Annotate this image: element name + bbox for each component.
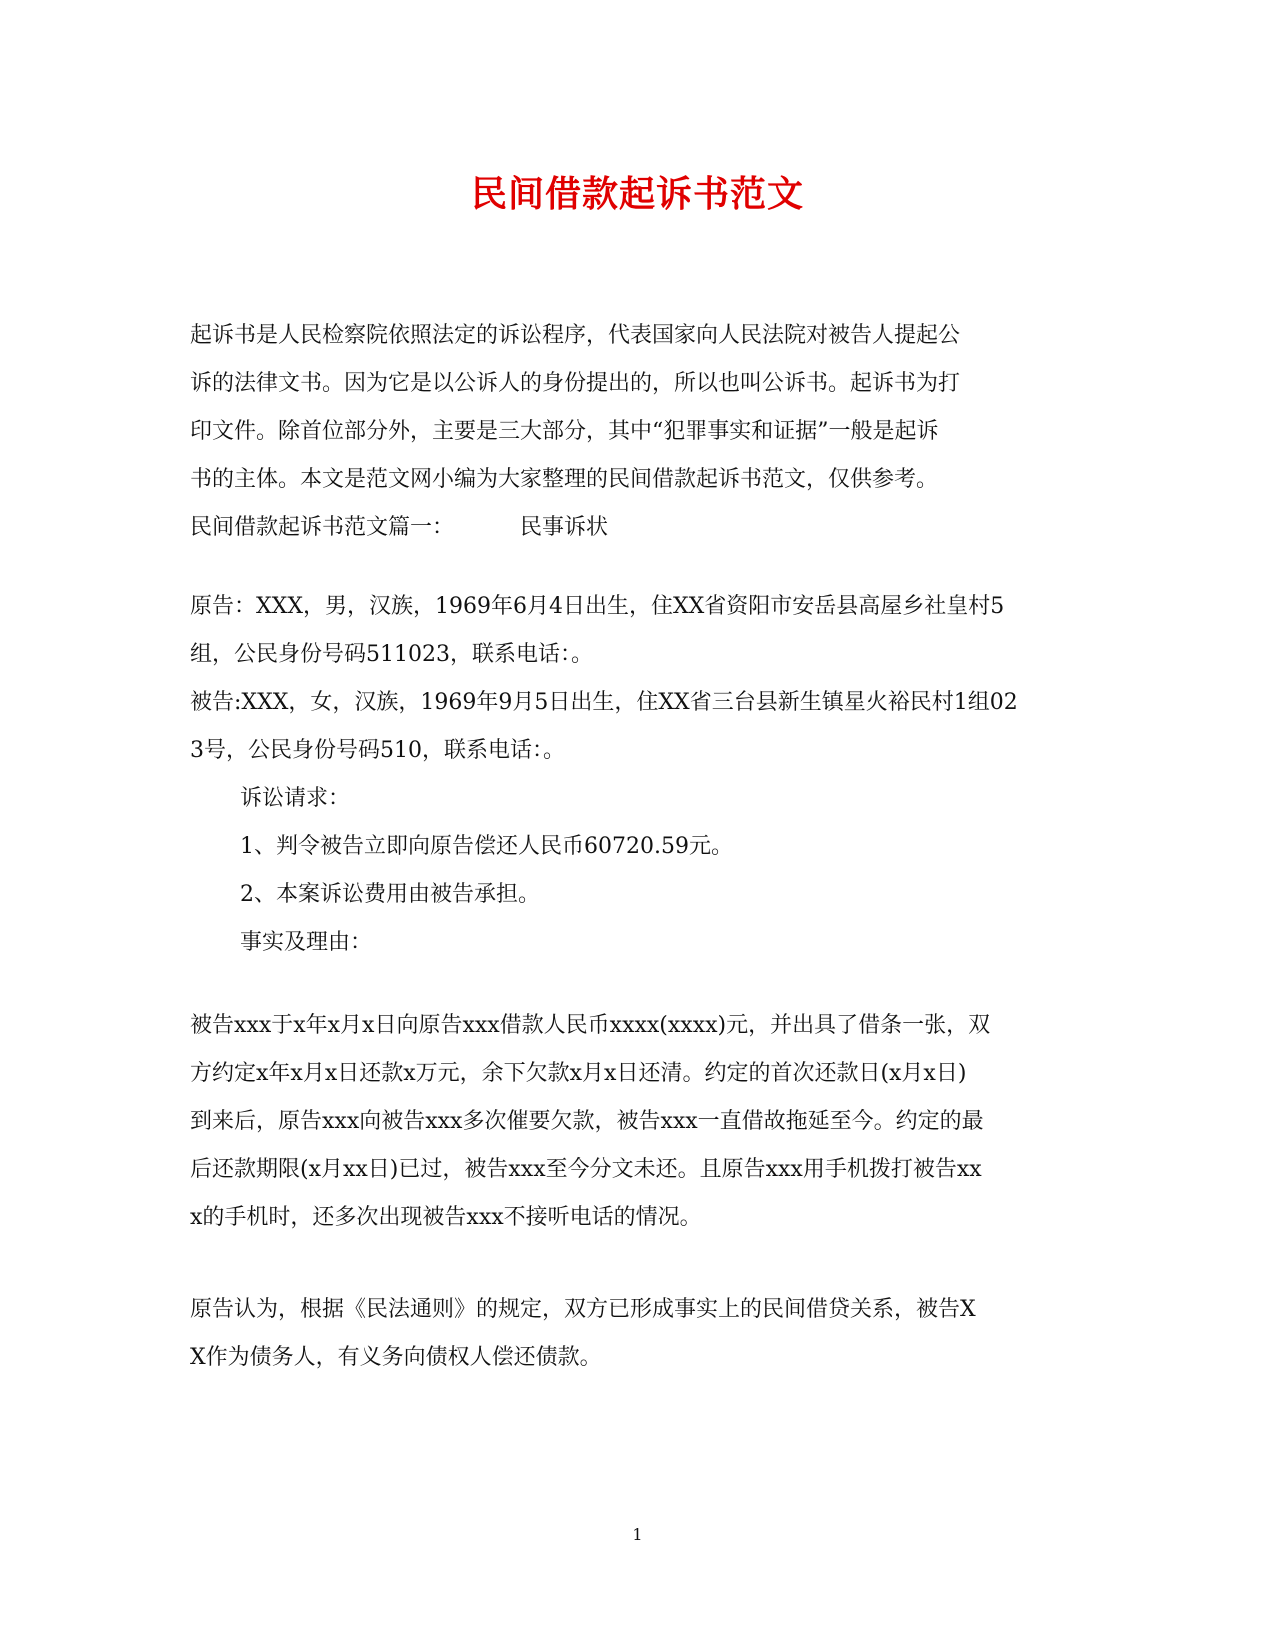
page-number: 1 — [632, 1525, 643, 1544]
section-subheading: 民事诉状 — [520, 515, 609, 540]
intro-line: 起诉书是人民检察院依照法定的诉讼程序，代表国家向人民法院对被告人提起公 — [190, 323, 961, 348]
parties-block — [190, 583, 1080, 967]
claim-item: 2、本案诉讼费用由被告承担。 — [240, 882, 540, 907]
plaintiff-line: 组，公民身份号码511023，联系电话：。 — [190, 642, 593, 667]
document-title: 民间借款起诉书范文 — [470, 173, 804, 215]
claim-item: 1、判令被告立即向原告偿还人民币60720.59元。 — [240, 834, 733, 859]
claims-heading: 诉讼请求： — [240, 786, 351, 811]
intro-line: 诉的法律文书。因为它是以公诉人的身份提出的，所以也叫公诉书。起诉书为打 — [190, 371, 961, 396]
facts-line: 到来后，原告xxx向被告xxx多次催要欠款，被告xxx一直借故拖延至今。约定的最 — [190, 1109, 984, 1134]
section-heading-line — [190, 504, 1080, 552]
section-heading: 民间借款起诉书范文篇一： — [190, 515, 455, 540]
defendant-line: 3号，公民身份号码510，联系电话：。 — [190, 738, 565, 763]
intro-paragraph — [190, 312, 1080, 552]
plaintiff-line: 原告：XXX，男，汉族，1969年6月4日出生，住XX省资阳市安岳县高屋乡社皇村5 — [190, 594, 1005, 619]
facts-line: 被告xxx于x年x月x日向原告xxx借款人民币xxxx(xxxx)元，并出具了借条一张，双 — [190, 1013, 991, 1038]
defendant-line: 被告:XXX，女，汉族，1969年9月5日出生，住XX省三台县新生镇星火裕民村1组02 — [190, 690, 1018, 715]
facts-paragraph — [190, 1002, 1080, 1242]
facts-line: x的手机时，还多次出现被告xxx不接听电话的情况。 — [190, 1205, 702, 1230]
opinion-paragraph — [190, 1286, 1080, 1382]
opinion-line: X作为债务人，有义务向债权人偿还债款。 — [190, 1345, 602, 1370]
facts-line: 后还款期限(x月xx日)已过，被告xxx至今分文未还。且原告xxx用手机拨打被告xx — [190, 1157, 982, 1182]
facts-line: 方约定x年x月x日还款x万元，余下欠款x月x日还清。约定的首次还款日(x月x日) — [190, 1061, 967, 1086]
intro-line: 书的主体。本文是范文网小编为大家整理的民间借款起诉书范文，仅供参考。 — [190, 467, 939, 492]
opinion-line: 原告认为，根据《民法通则》的规定，双方已形成事实上的民间借贷关系，被告X — [190, 1297, 976, 1322]
intro-line: 印文件。除首位部分外，主要是三大部分，其中“犯罪事实和证据”一般是起诉 — [190, 419, 939, 444]
facts-heading: 事实及理由： — [240, 930, 373, 955]
